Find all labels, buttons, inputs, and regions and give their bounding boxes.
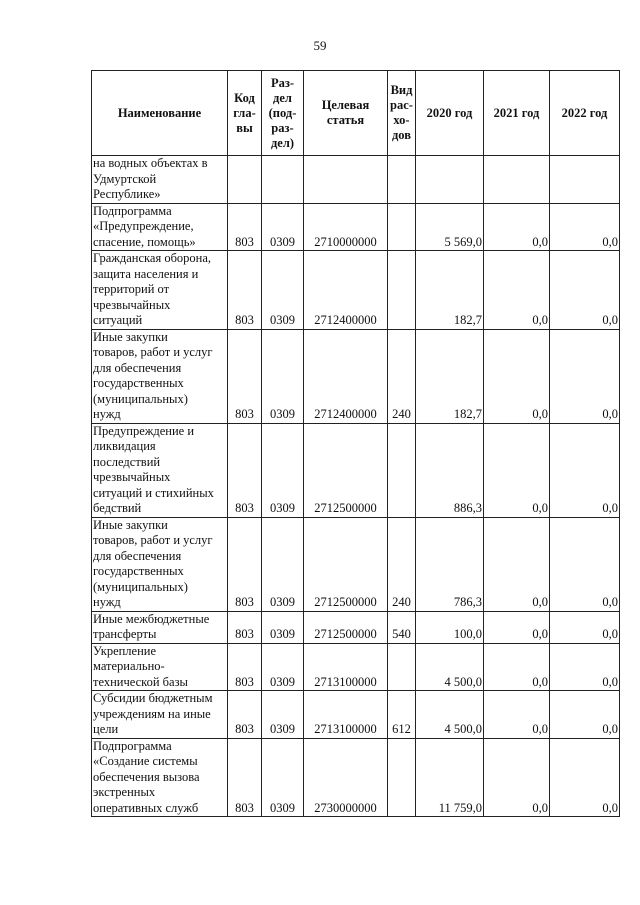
cell-glava: 803 bbox=[228, 329, 262, 423]
cell-glava: 803 bbox=[228, 643, 262, 691]
cell-glava: 803 bbox=[228, 517, 262, 611]
cell-razdel: 0309 bbox=[262, 643, 304, 691]
table-header-row bbox=[92, 71, 620, 156]
header-name bbox=[92, 71, 228, 156]
budget-table bbox=[91, 70, 620, 817]
cell-statya: 2712500000 bbox=[304, 423, 388, 517]
cell-name: Иные закупки товаров, работ и услуг для обеспечения государственных (муниципальных) нужд bbox=[92, 517, 228, 611]
table-row bbox=[92, 517, 620, 611]
cell-2020: 182,7 bbox=[416, 329, 484, 423]
cell-2022: 0,0 bbox=[550, 329, 620, 423]
cell-statya: 2713100000 bbox=[304, 691, 388, 739]
cell-2020 bbox=[416, 156, 484, 204]
cell-razdel: 0309 bbox=[262, 691, 304, 739]
cell-glava: 803 bbox=[228, 203, 262, 251]
cell-2022: 0,0 bbox=[550, 203, 620, 251]
cell-vid bbox=[388, 643, 416, 691]
cell-2020: 5 569,0 bbox=[416, 203, 484, 251]
header-glava: Код гла- вы bbox=[228, 71, 262, 156]
cell-razdel: 0309 bbox=[262, 203, 304, 251]
cell-2022: 0,0 bbox=[550, 517, 620, 611]
cell-name: Подпрограмма «Создание системы обеспечения вызова экстренных оперативных служб bbox=[92, 738, 228, 817]
table-row bbox=[92, 691, 620, 739]
cell-statya: 2712500000 bbox=[304, 517, 388, 611]
cell-2021: 0,0 bbox=[484, 738, 550, 817]
cell-2020: 886,3 bbox=[416, 423, 484, 517]
cell-razdel: 0309 bbox=[262, 611, 304, 643]
table-row bbox=[92, 643, 620, 691]
header-2022: 2022 год bbox=[550, 71, 620, 156]
table-row bbox=[92, 251, 620, 330]
table-row bbox=[92, 203, 620, 251]
cell-2022: 0,0 bbox=[550, 251, 620, 330]
cell-vid bbox=[388, 738, 416, 817]
table-row bbox=[92, 423, 620, 517]
cell-statya: 2712400000 bbox=[304, 329, 388, 423]
cell-vid bbox=[388, 423, 416, 517]
cell-2020: 4 500,0 bbox=[416, 691, 484, 739]
cell-name: Иные межбюджетные трансферты bbox=[92, 611, 228, 643]
cell-2021 bbox=[484, 156, 550, 204]
cell-glava bbox=[228, 156, 262, 204]
cell-name: Подпрограмма «Предупреждение, спасение, помощь» bbox=[92, 203, 228, 251]
cell-2021: 0,0 bbox=[484, 611, 550, 643]
cell-2020: 11 759,0 bbox=[416, 738, 484, 817]
cell-name: Субсидии бюджетным учреждениям на иные цели bbox=[92, 691, 228, 739]
cell-razdel: 0309 bbox=[262, 517, 304, 611]
page-number: 59 bbox=[313, 38, 327, 53]
cell-2021: 0,0 bbox=[484, 251, 550, 330]
header-2020: 2020 год bbox=[416, 71, 484, 156]
cell-name: Иные закупки товаров, работ и услуг для обеспечения государственных (муниципальных) нужд bbox=[92, 329, 228, 423]
cell-2020: 182,7 bbox=[416, 251, 484, 330]
cell-statya: 2710000000 bbox=[304, 203, 388, 251]
cell-vid bbox=[388, 251, 416, 330]
header-razdel: Раз- дел (под- раз- дел) bbox=[262, 71, 304, 156]
table-row bbox=[92, 156, 620, 204]
cell-vid: 240 bbox=[388, 517, 416, 611]
cell-statya: 2730000000 bbox=[304, 738, 388, 817]
cell-glava: 803 bbox=[228, 738, 262, 817]
cell-2021: 0,0 bbox=[484, 203, 550, 251]
cell-razdel: 0309 bbox=[262, 738, 304, 817]
header-vid: Вид рас- хо- дов bbox=[388, 71, 416, 156]
cell-statya bbox=[304, 156, 388, 204]
cell-2022: 0,0 bbox=[550, 738, 620, 817]
cell-name: Предупреждение и ликвидация последствий чрезвычайных ситуаций и стихийных бедствий bbox=[92, 423, 228, 517]
cell-2020: 4 500,0 bbox=[416, 643, 484, 691]
cell-statya: 2713100000 bbox=[304, 643, 388, 691]
cell-glava: 803 bbox=[228, 423, 262, 517]
cell-2021: 0,0 bbox=[484, 517, 550, 611]
cell-vid bbox=[388, 203, 416, 251]
cell-2022: 0,0 bbox=[550, 691, 620, 739]
cell-vid: 540 bbox=[388, 611, 416, 643]
cell-statya: 2712500000 bbox=[304, 611, 388, 643]
cell-vid: 240 bbox=[388, 329, 416, 423]
cell-2021: 0,0 bbox=[484, 423, 550, 517]
cell-vid bbox=[388, 156, 416, 204]
table-row bbox=[92, 329, 620, 423]
cell-name: на водных объектах в Удмуртской Республике» bbox=[92, 156, 228, 204]
cell-statya: 2712400000 bbox=[304, 251, 388, 330]
cell-name: Гражданская оборона, защита населения и территорий от чрезвычайных ситуаций bbox=[92, 251, 228, 330]
table-row bbox=[92, 738, 620, 817]
table-row bbox=[92, 611, 620, 643]
cell-glava: 803 bbox=[228, 611, 262, 643]
cell-razdel: 0309 bbox=[262, 423, 304, 517]
cell-2021: 0,0 bbox=[484, 691, 550, 739]
cell-razdel bbox=[262, 156, 304, 204]
cell-vid: 612 bbox=[388, 691, 416, 739]
cell-2022 bbox=[550, 156, 620, 204]
cell-2022: 0,0 bbox=[550, 611, 620, 643]
header-2021: 2021 год bbox=[484, 71, 550, 156]
cell-razdel: 0309 bbox=[262, 329, 304, 423]
cell-name: Укрепление материально- технической базы bbox=[92, 643, 228, 691]
cell-glava: 803 bbox=[228, 251, 262, 330]
header-name-label: Наименование bbox=[117, 105, 202, 120]
table-body bbox=[92, 156, 620, 817]
cell-2021: 0,0 bbox=[484, 643, 550, 691]
cell-razdel: 0309 bbox=[262, 251, 304, 330]
cell-2022: 0,0 bbox=[550, 643, 620, 691]
cell-glava: 803 bbox=[228, 691, 262, 739]
cell-2021: 0,0 bbox=[484, 329, 550, 423]
cell-2020: 786,3 bbox=[416, 517, 484, 611]
cell-2022: 0,0 bbox=[550, 423, 620, 517]
header-statya: Целевая статья bbox=[304, 71, 388, 156]
cell-2020: 100,0 bbox=[416, 611, 484, 643]
